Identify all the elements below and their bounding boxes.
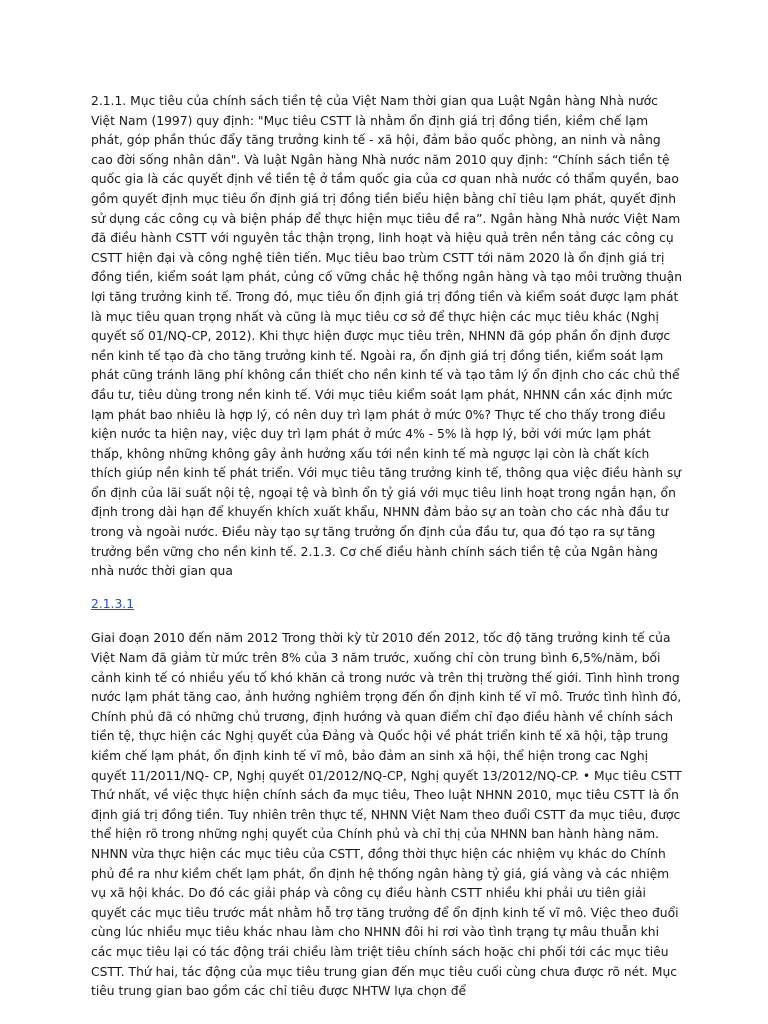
paragraph-objectives: 2.1.1. Mục tiêu của chính sách tiền tệ của Việt Nam thời gian qua Luật Ngân hàng Nhà nước Việt Nam (1997) quy định: "Mục tiêu CSTT là nhằm ổn định giá trị đồng tiền, kiềm chế lạm phát, góp phần thúc đẩy tăng trưởng kinh tế - xã hội, đảm bảo quốc phòng, an ninh và nâng cao đời sống nhân dân". Và luật Ngân hàng Nhà nước năm 2010 quy định: “Chính sách tiền tệ quốc gia là các quyết định về tiền tệ ở tầm quốc gia của cơ quan nhà nước có thẩm quyền, bao gồm quyết định mục tiêu ổn định giá trị đồng tiền biểu hiện bằng chỉ tiêu lạm phát, quyết định sử dụng các công cụ và biện pháp để thực hiện mục tiêu đề ra”. Ngân hàng Nhà nước Việt Nam đã điều hành CSTT với nguyên tắc thận trọng, linh hoạt và hiệu quả trên nền tảng các công cụ CSTT hiện đại và công nghệ tiên tiến. Mục tiêu bao trùm CSTT tới năm 2020 là ổn định giá trị đồng tiền, kiểm soát lạm phát, củng cố vững chắc hệ thống ngân hàng và tạo môi trường thuận lợi tăng trưởng kinh tế. Trong đó, mục tiêu ổn định giá trị đồng tiền và kiểm soát được lạm phát là mục tiêu quan trọng nhất và cũng là mục tiêu cơ sở để thực hiện các mục tiêu khác (Nghị quyết số 01/NQ-CP, 2012). Khi thực hiện được mục tiêu trên, NHNN đã góp phần ổn định được nền kinh tế tạo đà cho tăng trưởng kinh tế. Ngoài ra, ổn định giá trị đồng tiền, kiểm soát lạm phát cũng tránh lãng phí không cần thiết cho nền kinh tế và tạo tâm lý ổn định cho các chủ thể đầu tư, tiêu dùng trong nền kinh tế. Với mục tiêu kiểm soát lạm phát, NHNN cần xác định mức lạm phát bao nhiêu là hợp lý, có nên duy trì lạm phát ở mức 0%? Thực tế cho thấy trong điều kiện nước ta hiện nay, việc duy trì lạm phát ở mức 4% - 5% là hợp lý, bởi với mức lạm phát thấp, không những không gây ảnh hưởng xấu tới nền kinh tế mà ngược lại còn là chất kích thích giúp nền kinh tế phát triển. Với mục tiêu tăng trưởng kinh tế, thông qua việc điều hành sự ổn định của lãi suất nội tệ, ngoại tệ và bình ổn tỷ giá với mục tiêu linh hoạt trong ngắn hạn, ổn định trong dài hạn để khuyến khích xuất khẩu, NHNN đảm bảo sự an toàn cho các nhà đầu tư trong và ngoài nước. Điều này tạo sự tăng trưởng ổn định của đầu tư, qua đó tạo ra sự tăng trưởng bền vững cho nền kinh tế. 2.1.3. Cơ chế điều hành chính sách tiền tệ của Ngân hàng nhà nước thời gian qua [91,94,683,579]
paragraph-2010-2012: Giai đoạn 2010 đến năm 2012 Trong thời kỳ từ 2010 đến 2012, tốc độ tăng trưởng kinh tế của Việt Nam đã giảm từ mức trên 8% của 3 năm trước, xuống chỉ còn trung bình 6,5%/năm, bối cảnh kinh tế có nhiều yếu tố khó khăn cả trong nước và trên thị trường thế giới. Tình hình trong nước lạm phát tăng cao, ảnh hưởng nghiêm trọng đến ổn định kinh tế vĩ mô. Trước tình hình đó, Chính phủ đã có những chủ trương, định hướng và quan điểm chỉ đạo điều hành về chính sách tiền tệ, thực hiện các Nghị quyết của Đảng và Quốc hội về phát triển kinh tế xã hội, tập trung kiềm chế lạm phát, ổn định kinh tế vĩ mô, bảo đảm an sinh xã hội, thể hiện trong cac Nghị quyết 11/2011/NQ- CP, Nghị quyết 01/2012/NQ-CP, Nghị quyết 13/2012/NQ-CP. • Mục tiêu CSTT Thứ nhất, về việc thực hiện chính sách đa mục tiêu, Theo luật NHNN 2010, mục tiêu CSTT là ổn định giá trị đồng tiền. Tuy nhiên trên thực tế, NHNN Việt Nam theo đuổi CSTT đa mục tiêu, được thể hiện rõ trong những nghị quyết của Chính phủ và chỉ thị của NHNN ban hành hàng năm. NHNN vừa thực hiện các mục tiêu của CSTT, đồng thời thực hiện các nhiệm vụ khác do Chính phủ đề ra như kiềm chết lạm phát, ổn định hệ thống ngân hàng tỷ giá, giá vàng và các nhiệm vụ xã hội khác. Do đó các giải pháp và công cụ điều hành CSTT nhiều khi phải ưu tiên giải quyết các mục tiêu trước mắt nhằm hỗ trợ tăng trưởng để ổn định kinh tế vĩ mô. Việc theo đuổi cùng lúc nhiều mục tiêu khác nhau làm cho NHNN đôi hi rơi vào tình trạng tự mâu thuẫn khi các mục tiêu lại có tác động trái chiều làm triệt tiêu chính sách hoặc chi phối tới các mục tiêu CSTT. Thứ hai, tác động của mục tiêu trung gian đến mục tiêu cuối cùng chưa được rõ nét. Mục tiêu trung gian bao gồm các chỉ tiêu được NHTW lựa chọn để [91,631,682,999]
document-body [91,92,683,1002]
section-link-2-1-3-1[interactable]: 2.1.3.1 [91,596,135,611]
